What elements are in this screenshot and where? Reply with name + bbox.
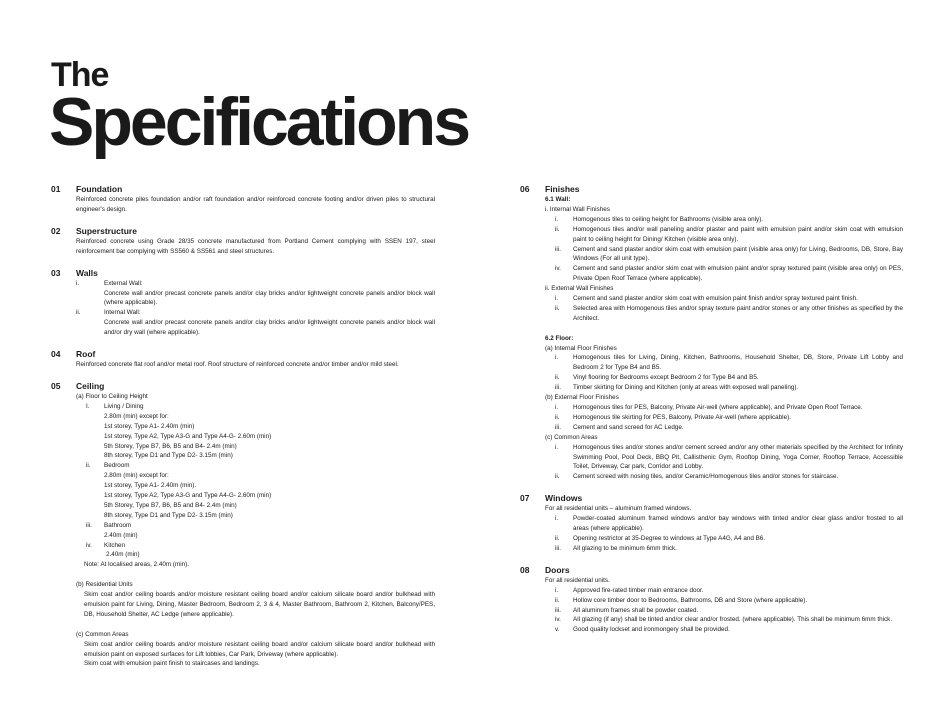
item-number: iii.	[86, 521, 92, 529]
list-item	[545, 215, 903, 225]
list-item	[545, 606, 903, 616]
section-foundation	[51, 184, 435, 215]
item-number: i.	[555, 295, 559, 303]
item-number: iii.	[555, 384, 561, 392]
list-item	[545, 423, 903, 433]
list-item	[545, 443, 903, 473]
list-item	[545, 294, 903, 304]
item-text: Homogenous tiles and/or stones and/or cement screed and/or any other materials specified by the Architect for Infinity Swimming Pool, Pool Deck, BBQ Pit, Callisthenic Gym, Rooftop Dining, Yoga Corner, Rooftop Terrace, Accessible Toilet, Driveway, Car park, Corridor and Lobby.	[573, 443, 903, 471]
list-item	[76, 402, 435, 461]
item-line: 1st storey, Type A2, Type A3-G and Type A4-G- 2.60m (min)	[104, 492, 272, 500]
item-number: ii.	[555, 304, 560, 312]
item-number: ii.	[555, 596, 560, 604]
list-item	[545, 264, 903, 284]
subsection-title: ii. External Wall Finishes	[545, 285, 614, 293]
list-item	[545, 373, 903, 383]
list-item	[545, 225, 903, 245]
item-number: ii.	[555, 473, 560, 481]
item-title: Bedroom	[104, 462, 130, 470]
item-text: Cement screed with nosing tiles, and/or Ceramic/Homogenous tiles and/or stones for staircase.	[573, 473, 839, 481]
subsection-title: 6.1 Wall:	[545, 196, 571, 203]
item-text: All aluminum frames shall be powder coated.	[573, 606, 699, 614]
external-wall-list	[545, 294, 903, 324]
right-column	[520, 184, 903, 646]
item-line: 2.80m (min) except for:	[104, 472, 169, 480]
item-number: iii.	[555, 423, 561, 431]
item-number: iii.	[555, 245, 561, 253]
item-text: Homogenous tiles for Living, Dining, Kitchen, Bathrooms, Household Shelter, DB, Store, Private Lift Lobby and Bedroom 2 for Type B4 and B5.	[573, 354, 903, 372]
list-item	[545, 472, 903, 482]
item-number: iv.	[555, 265, 561, 273]
list-item	[76, 308, 435, 338]
item-text: Approved fire-rated timber main entrance door.	[573, 586, 704, 594]
item-title: Living / Dining	[104, 402, 144, 410]
list-item	[76, 461, 435, 520]
list-item	[76, 521, 435, 541]
subsection-text: Skim coat with emulsion paint finish to staircases and landings.	[84, 660, 260, 668]
item-text: Timber skirting for Dining and Kitchen (only at areas with exposed wall paneling).	[573, 384, 799, 392]
section-number: 04	[51, 349, 61, 360]
section-intro: For all residential units.	[545, 576, 610, 584]
item-text: Cement and sand plaster and/or skim coat with emulsion paint finish and/or spray textured paint finish.	[573, 295, 858, 303]
list-item	[545, 596, 903, 606]
common-areas-list	[545, 443, 903, 483]
item-text: Cement and sand screed for AC Ledge.	[573, 423, 684, 431]
item-title: External Wall:	[104, 279, 143, 287]
title-the: The	[51, 56, 109, 94]
section-number: 06	[520, 184, 530, 194]
list-item	[545, 403, 903, 413]
item-text: Homogenous tiles and/or wall paneling and/or plaster and paint with emulsion paint and/or skim coat with emulsion paint to ceiling height for Dining/ Kitchen (visible area only).	[573, 225, 903, 243]
item-line: 5th Storey, Type B7, B6, B5 and B4- 2.4m (min)	[104, 442, 237, 450]
subsection-title: (a) Internal Floor Finishes	[545, 344, 617, 352]
section-number: 02	[51, 225, 61, 236]
subsection-title: (c) Common Areas	[76, 630, 129, 638]
subsection-title: (a) Floor to Ceiling Height	[76, 392, 148, 400]
section-heading: Ceiling	[76, 380, 105, 391]
list-item	[545, 586, 903, 596]
item-title: Bathroom	[104, 521, 132, 529]
item-number: ii.	[555, 374, 560, 382]
section-intro: For all residential units – aluminum framed windows.	[545, 505, 692, 513]
section-number: 08	[520, 564, 530, 575]
item-line: 8th storey, Type D1 and Type D2- 3.15m (min)	[104, 452, 233, 460]
section-walls	[51, 268, 435, 338]
item-text: Homogenous tiles to ceiling height for Bathrooms (visible area only).	[573, 215, 764, 223]
section-windows	[520, 493, 903, 554]
item-number: i.	[76, 279, 80, 287]
section-doors	[520, 565, 903, 635]
section-number: 01	[51, 184, 61, 194]
item-line: 2.40m (min)	[104, 531, 138, 539]
item-text: Powder-coated aluminum framed windows and/or bay windows with tinted and/or clear glass and/or frosted to all areas (where applicable).	[573, 515, 903, 533]
section-heading: Doors	[545, 564, 570, 575]
section-text: Reinforced concrete using Grade 28/35 concrete manufactured from Portland Cement complying with SSEN 197, steel reinforcement bar complying with SS560 & SS561 and steel structures.	[76, 237, 435, 255]
item-number: ii.	[555, 225, 560, 233]
section-number: 07	[520, 493, 530, 504]
item-number: ii.	[76, 309, 81, 317]
section-text: Reinforced concrete flat roof and/or metal roof. Roof structure of reinforced concrete and/or timber and/or mild steel.	[76, 361, 399, 369]
subsection-text: Skim coat and/or ceiling boards and/or moisture resistant ceiling board and/or calcium silicate board and/or bulkhead with emulsion paint on exposed surfaces for Lift lobbies, Car Park, Driveway (where applicable).	[84, 640, 435, 658]
item-text: Hollow core timber door to Bedrooms, Bathrooms, DB and Store (where applicable).	[573, 596, 808, 604]
item-text: Homogenous tiles for PES, Balcony, Private Air-well (where applicable), and Private Open Roof Terrace.	[573, 404, 863, 412]
item-number: ii.	[555, 413, 560, 421]
item-title: Kitchen	[104, 541, 126, 549]
item-text: Concrete wall and/or precast concrete panels and/or clay bricks and/or lightweight concrete panels and/or block wall (where applicable).	[104, 289, 435, 307]
item-number: I.	[86, 402, 90, 410]
section-heading: Finishes	[545, 184, 580, 194]
item-line: 2.80m (min) except for:	[104, 412, 169, 420]
item-number: iv.	[86, 541, 92, 549]
subsection-title: (b) Residential Units	[76, 581, 133, 589]
section-finishes	[520, 184, 903, 482]
item-number: ii.	[86, 462, 91, 470]
item-number: i.	[555, 443, 559, 451]
subsection-title: (b) External Floor Finishes	[545, 394, 619, 402]
item-number: iii.	[555, 544, 561, 552]
subsection-title: 6.2 Floor:	[545, 334, 574, 342]
item-text: Good quality lockset and ironmongery shall be provided.	[573, 626, 730, 634]
list-item	[76, 279, 435, 309]
subsection-title: i. Internal Wall Finishes	[545, 205, 610, 213]
item-text: Vinyl flooring for Bedrooms except Bedroom 2 for Type B4 and B5.	[573, 374, 759, 382]
item-line: 5th Storey, Type B7, B6, B5 and B4- 2.4m (min)	[104, 501, 237, 509]
list-item	[545, 615, 903, 625]
item-text: Opening restrictor at 35-Degree to windows at Type A4G, A4 and B6.	[573, 534, 766, 542]
note: Note: At localised areas, 2.40m (min).	[84, 561, 189, 569]
item-number: i.	[555, 404, 559, 412]
section-heading: Windows	[545, 493, 583, 504]
item-text: Cement and sand plaster and/or skim coat with emulsion paint (visible area only) for Living, Bedrooms, DB, Store, Bay Windows (For all unit type).	[573, 245, 903, 263]
item-line: 8th storey, Type D1 and Type D2- 3.15m (min)	[104, 511, 233, 519]
list-item	[545, 534, 903, 544]
page-title: Specifications	[49, 84, 469, 160]
section-heading: Foundation	[76, 184, 123, 194]
internal-wall-list	[545, 215, 903, 284]
list-item	[76, 541, 435, 561]
section-number: 05	[51, 380, 61, 391]
item-text: Selected area with Homogenous tiles and/or spray texture paint and/or stones or any other finishes as specified by the Architect.	[573, 304, 903, 322]
subsection-title: (c) Common Areas	[545, 433, 598, 441]
list-item	[545, 304, 903, 324]
section-number: 03	[51, 267, 61, 278]
left-column	[51, 184, 435, 680]
list-item	[545, 383, 903, 393]
item-number: i.	[555, 215, 559, 223]
item-number: ii.	[555, 534, 560, 542]
section-heading: Superstructure	[76, 225, 137, 236]
section-heading: Roof	[76, 349, 96, 360]
item-line: 2.40m (min)	[106, 551, 140, 559]
item-number: i.	[555, 586, 559, 594]
item-line: 1st storey, Type A1- 2.40m (min)	[104, 422, 195, 430]
list-item	[545, 353, 903, 373]
item-number: iv.	[555, 616, 561, 624]
section-heading: Walls	[76, 267, 98, 278]
item-number: v.	[555, 626, 560, 634]
section-roof	[51, 349, 435, 370]
item-text: Cement and sand plaster and/or skim coat with emulsion paint and/or spray textured paint (visible area only) on PES, Private Open Roof Terrace (where applicable).	[573, 265, 903, 283]
list-item	[545, 544, 903, 554]
list-item	[545, 625, 903, 635]
item-text: Homogenous tile skirting for PES, Balcony, Private Air-well (where applicable).	[573, 413, 791, 421]
item-line: 1st storey, Type A1- 2.40m (min).	[104, 482, 197, 490]
external-floor-list	[545, 403, 903, 433]
section-text: Reinforced concrete piles foundation and/or raft foundation and/or reinforced concrete footing and/or driven piles to structural engineer's design.	[76, 196, 435, 213]
item-number: iii.	[555, 606, 561, 614]
list-item	[545, 514, 903, 534]
item-number: i.	[555, 354, 559, 362]
item-text: All glazing to be minimum 6mm thick.	[573, 544, 677, 552]
section-ceiling	[51, 381, 435, 669]
item-line: 1st storey, Type A2, Type A3-G and Type A4-G- 2.60m (min)	[104, 432, 272, 440]
list-item	[545, 413, 903, 423]
section-superstructure	[51, 226, 435, 257]
item-text: All glazing (if any) shall be tinted and/or clear and/or frosted. (where applicable). This shall be minimum 6mm thick.	[573, 616, 893, 624]
subsection-text: Skim coat and/or ceiling boards and/or moisture resistant ceiling board and/or calcium silicate board and/or bulkhead with emulsion paint for Living, Dining, Master Bedroom, Bedroom 2, 3 & 4, Master Bathroom, Bathroom 2, Kitchen, Balcony/PES, DB, Household Shelter, AC Ledge (where applicable).	[84, 591, 435, 618]
list-item	[545, 245, 903, 265]
item-number: i.	[555, 515, 559, 523]
item-text: Concrete wall and/or precast concrete panels and/or clay bricks and/or lightweight concrete panels and/or block wall and/or dry wall (where applicable).	[104, 319, 435, 337]
internal-floor-list	[545, 353, 903, 393]
item-title: Internal Wall:	[104, 309, 141, 317]
